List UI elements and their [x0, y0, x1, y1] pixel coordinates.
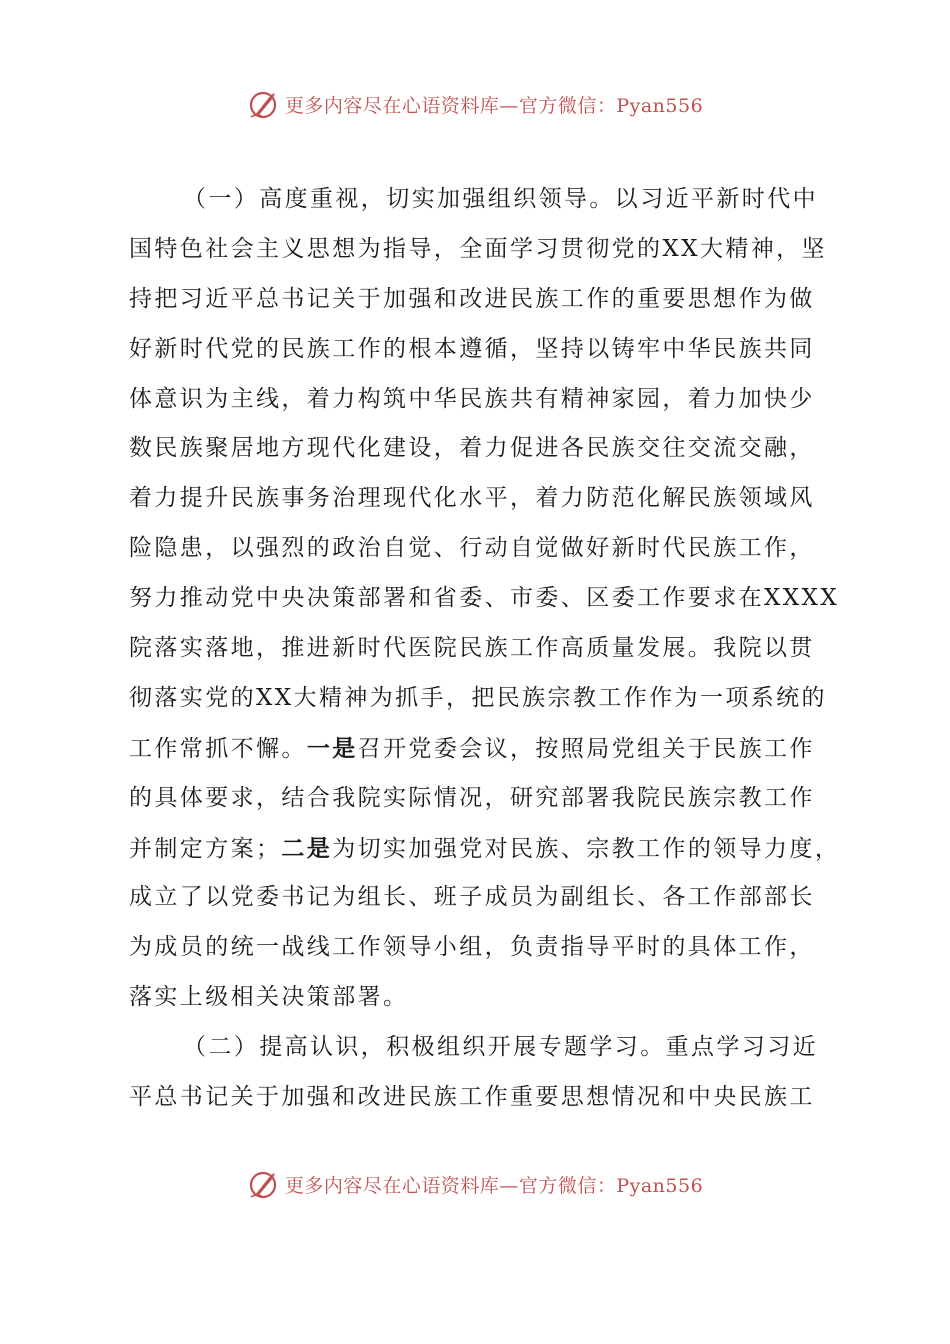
paragraph-line: （二）提高认识，积极组织开展专题学习。重点学习习近: [183, 1034, 818, 1061]
header-watermark-banner: [0, 84, 950, 124]
quill-pen-logo-icon: [247, 87, 281, 121]
paragraph-line: 院落实落地，推进新时代医院民族工作高质量发展。我院以贯: [129, 635, 815, 662]
line-text: 召开党委会议，按照局党组关于民族工作: [357, 735, 815, 762]
paragraph-line: 的具体要求，结合我院实际情况，研究部署我院民族宗教工作: [129, 784, 815, 811]
line-text: 为切实加强党对民族、宗教工作的领导力度，: [332, 835, 841, 862]
paragraph-line: 平总书记关于加强和改进民族工作重要思想情况和中央民族工: [129, 1084, 815, 1111]
paragraph-line: 为成员的统一战线工作领导小组，负责指导平时的具体工作，: [129, 934, 815, 961]
bold-marker: 一是: [306, 734, 358, 762]
paragraph-line: [129, 824, 841, 874]
paragraph-line: 数民族聚居地方现代化建设，着力促进各民族交往交流交融，: [129, 435, 815, 462]
quill-pen-logo-icon: [247, 1167, 281, 1201]
paragraph-line: 成立了以党委书记为组长、班子成员为副组长、各工作部部长: [129, 884, 815, 911]
paragraph-line: 国特色社会主义思想为指导，全面学习贯彻党的XX大精神，坚: [129, 235, 827, 262]
paragraph-line: 持把习近平总书记关于加强和改进民族工作的重要思想作为做: [129, 285, 815, 312]
bold-marker: 二是: [281, 834, 333, 862]
paragraph-line: （一）高度重视，切实加强组织领导。以习近平新时代中: [183, 186, 818, 212]
paragraph-line: [129, 724, 841, 774]
paragraph-line: 落实上级相关决策部署。: [129, 984, 409, 1011]
paragraph-line: 体意识为主线，着力构筑中华民族共有精神家园，着力加快少: [129, 385, 815, 412]
line-text: 工作常抓不懈。: [129, 735, 307, 762]
paragraph-line: 险隐患，以强烈的政治自觉、行动自觉做好新时代民族工作，: [129, 535, 815, 562]
watermark-text: 更多内容尽在心语资料库—官方微信：Pyan556: [284, 1174, 704, 1197]
paragraph-line: 好新时代党的民族工作的根本遵循，坚持以铸牢中华民族共同: [129, 335, 815, 362]
paragraph-line: 着力提升民族事务治理现代化水平，着力防范化解民族领域风: [129, 485, 815, 512]
watermark-text: 更多内容尽在心语资料库—官方微信：Pyan556: [284, 94, 704, 117]
document-body: [129, 175, 841, 1123]
paragraph-line: 努力推动党中央决策部署和省委、市委、区委工作要求在XXXX: [129, 585, 840, 612]
line-text: 并制定方案；: [129, 835, 282, 862]
footer-watermark-banner: [0, 1164, 950, 1204]
paragraph-line: 彻落实党的XX大精神为抓手，把民族宗教工作作为一项系统的: [129, 684, 827, 711]
